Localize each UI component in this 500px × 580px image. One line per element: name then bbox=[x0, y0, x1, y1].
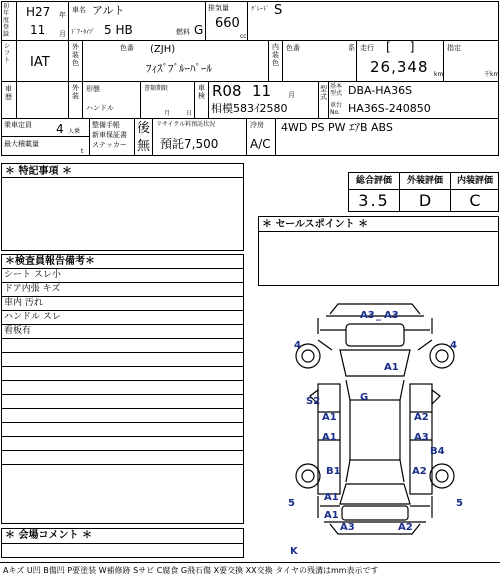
fuel-label: 燃料 bbox=[176, 28, 190, 36]
recycle-label: リサイクル料預託状況 bbox=[156, 121, 216, 128]
displacement: 660 bbox=[215, 16, 240, 31]
venue-comment-title: ＊ 会場コメント ＊ bbox=[5, 530, 92, 541]
form-label: 形態 bbox=[86, 85, 100, 93]
capacity: 4 bbox=[56, 122, 64, 136]
inspector-line: ドア内張 キズ bbox=[4, 284, 61, 294]
inspector-line: 車内 汚れ bbox=[4, 298, 43, 308]
mileage-label: 走行 bbox=[360, 44, 374, 52]
capacity-label: 乗車定員 bbox=[4, 121, 32, 129]
inspection-month: 11 bbox=[252, 82, 272, 100]
designated-unit: 千km bbox=[484, 71, 500, 78]
displacement-unit: cc bbox=[240, 33, 247, 40]
total-score: 3.5 bbox=[358, 191, 390, 210]
model-label: 型式 bbox=[320, 85, 327, 101]
reg-month: 11 bbox=[30, 23, 46, 37]
equipment: 4WD PS PW ｴｱB ABS bbox=[281, 121, 393, 134]
warranty-label: 新車保証書 bbox=[92, 131, 127, 139]
history-label: 車歴 bbox=[5, 85, 12, 101]
interior-score: C bbox=[469, 191, 481, 210]
sticker-value: 無 bbox=[137, 139, 151, 154]
mark-a1-left-2: A1 bbox=[322, 432, 337, 443]
book-label: 書類期限 bbox=[144, 85, 169, 92]
mileage-bracket: [ ] bbox=[386, 40, 415, 54]
color-code-label: 色番 bbox=[120, 44, 134, 52]
mark-a2-right-2: A2 bbox=[412, 466, 427, 477]
base-model-label: 基本型式 bbox=[330, 83, 343, 97]
mark-a3-top-2: A3 bbox=[384, 310, 399, 321]
car-name-label: 車名 bbox=[72, 6, 86, 14]
mark-g: G bbox=[360, 392, 369, 403]
mark-k: K bbox=[290, 546, 298, 557]
color-code: (ZJH) bbox=[150, 44, 176, 55]
mark-a2-bottom: A2 bbox=[398, 522, 413, 533]
grade: S bbox=[274, 3, 283, 18]
exterior-score: D bbox=[418, 191, 432, 210]
exterior-label: 外装 bbox=[72, 84, 79, 100]
car-name: アルト bbox=[92, 4, 125, 17]
mark-bar: _ bbox=[376, 310, 381, 321]
shift-label: シフト bbox=[4, 43, 11, 64]
exterior-color-label: 外装色 bbox=[72, 43, 79, 67]
designated-label: 指定 bbox=[447, 44, 461, 52]
interior-score-label: 内装評価 bbox=[456, 176, 493, 186]
book-month: 月 bbox=[164, 110, 171, 117]
mark-a3-bottom: A3 bbox=[340, 522, 355, 533]
maint-label: 整備手帳 bbox=[92, 121, 120, 129]
displacement-label: 排気量 bbox=[208, 4, 229, 12]
chassis-number: HA36S-240850 bbox=[348, 102, 431, 115]
inspection-date: R08 bbox=[212, 82, 242, 100]
reg-month-unit: 月 bbox=[59, 30, 66, 38]
doors-type-label: ﾄﾞｱ･ﾀｲﾌﾟ bbox=[71, 29, 96, 36]
inspector-report-title: ＊検査員報告備考＊ bbox=[5, 256, 95, 267]
grade-label: ｸﾞﾚｰﾄﾞ bbox=[251, 6, 270, 13]
mark-a2-right-1: A2 bbox=[414, 412, 429, 423]
sticker-label: ステッカー bbox=[92, 141, 127, 149]
inspector-line: シート スレ小 bbox=[4, 270, 61, 280]
color-no-label: 色番 bbox=[286, 44, 300, 52]
mark-a1-left-1: A1 bbox=[322, 412, 337, 423]
exterior-score-label: 外装評価 bbox=[406, 176, 443, 186]
mark-a3-right: A3 bbox=[414, 432, 429, 443]
max-load-label: 最大積載量 bbox=[4, 140, 39, 148]
mark-a3-top: A3 bbox=[360, 310, 375, 321]
mark-a1-bottom: A1 bbox=[324, 510, 339, 521]
recycle-value: 預託7,500 bbox=[160, 137, 219, 151]
first-reg-label: 初年度登録 bbox=[3, 3, 10, 38]
mark-s2: S2 bbox=[306, 396, 321, 407]
interior-color-label: 内装色 bbox=[272, 43, 279, 67]
mark-4-left: 4 bbox=[294, 340, 301, 351]
handle-label: ハンドル bbox=[86, 104, 114, 112]
capacity-unit: 人乗 bbox=[68, 128, 81, 135]
mark-a1-left-3: A1 bbox=[324, 492, 339, 503]
mark-4-right: 4 bbox=[450, 340, 457, 351]
sales-point-title: ＊ セールスポイント ＊ bbox=[262, 219, 369, 230]
chassis-label: 車台No. bbox=[330, 102, 343, 116]
reg-year: H27 bbox=[26, 5, 51, 19]
mark-b1: B1 bbox=[326, 466, 341, 477]
book-day: 日 bbox=[186, 110, 193, 117]
inspector-line: ハンドル スレ bbox=[4, 312, 61, 322]
maint-value: 後 bbox=[137, 121, 151, 136]
mileage: 26,348 bbox=[370, 58, 429, 76]
mark-b4: B4 bbox=[430, 446, 445, 457]
inspection-label: 車検 bbox=[198, 84, 205, 100]
ac-label: 冷房 bbox=[250, 121, 264, 129]
mileage-unit: km bbox=[434, 71, 444, 78]
color-name: ﾌｨｽﾞﾌﾞﾙｰﾊﾟｰﾙ bbox=[146, 62, 212, 75]
reg-year-unit: 年 bbox=[59, 11, 66, 19]
type-label: 系 bbox=[348, 44, 355, 52]
mark-5-left: 5 bbox=[288, 498, 295, 509]
mark-a1-right-top: A1 bbox=[384, 362, 399, 373]
doors-type: 5 HB bbox=[104, 23, 133, 37]
car-damage-diagram bbox=[280, 292, 470, 560]
legend: Aキズ U凹 B傷凹 P要塗装 W補修跡 Sサビ C腐食 G飛石傷 X要交換 XX交換 タイヤの残溝はmm表示です bbox=[3, 566, 379, 575]
plate-number: 相模583ｲ2580 bbox=[211, 102, 288, 115]
mark-5-right: 5 bbox=[456, 498, 463, 509]
inspector-line: 看板有 bbox=[4, 326, 32, 336]
model: DBA-HA36S bbox=[348, 84, 413, 97]
fuel: G bbox=[194, 23, 204, 37]
ac-value: A/C bbox=[250, 137, 271, 151]
max-load-unit: t bbox=[81, 148, 84, 155]
special-notes-title: ＊ 特記事項 ＊ bbox=[5, 166, 72, 177]
total-score-label: 総合評価 bbox=[355, 176, 392, 186]
inspection-month-unit: 月 bbox=[288, 91, 295, 99]
shift: IAT bbox=[30, 55, 50, 70]
